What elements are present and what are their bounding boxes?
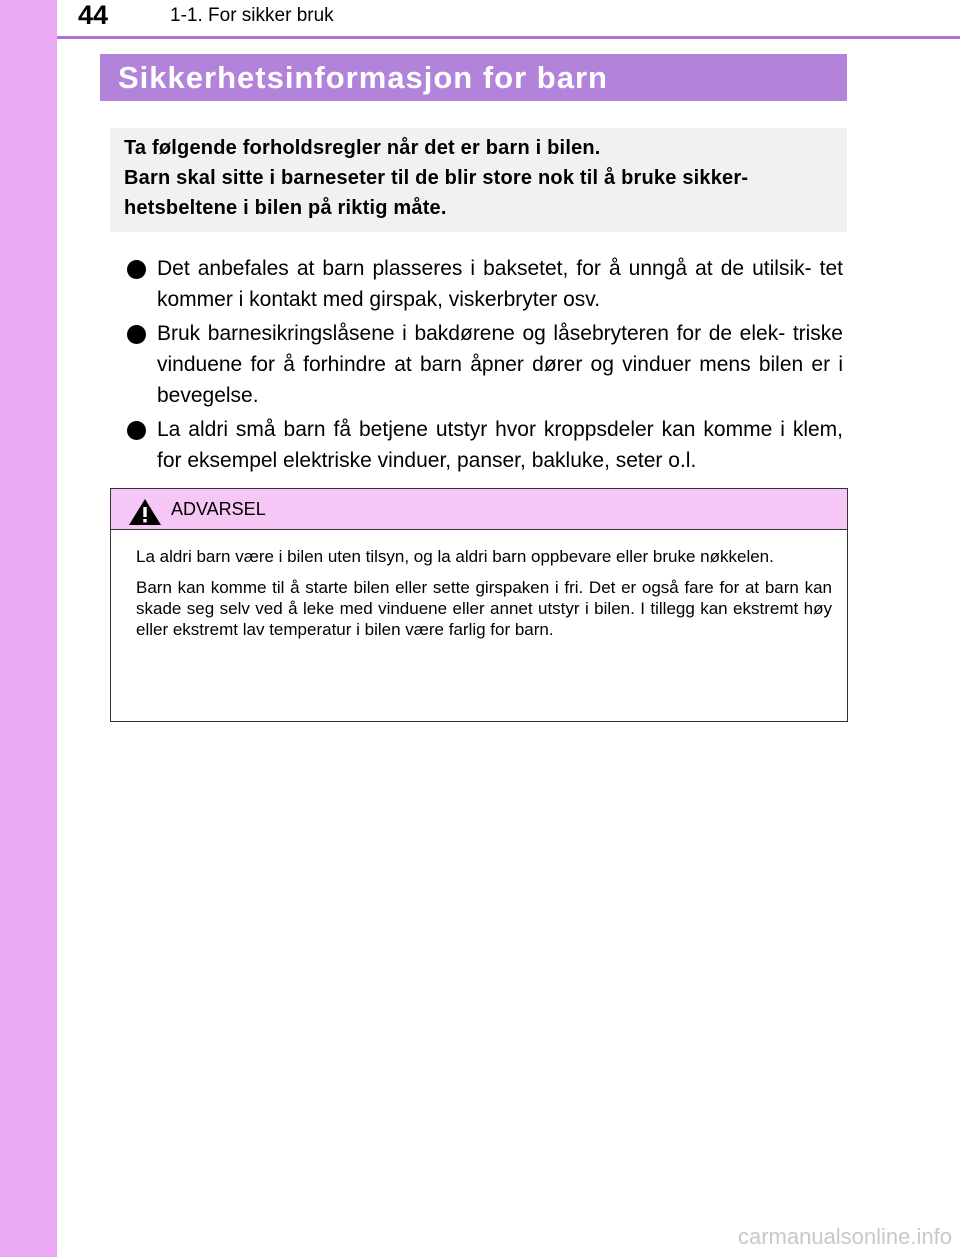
bullet-dot-icon (127, 325, 146, 344)
chapter-label: 1-1. For sikker bruk (170, 5, 334, 26)
warning-paragraph: Barn kan komme til å starte bilen eller sette girspaken i fri. Det er også fare for at barn kan skade seg selv ved å leke med vinduene eller annet utstyr i bilen. I tillegg kan ekstremt høy eller ekstremt lav temperatur i bilen være farlig for barn. (136, 578, 832, 639)
intro-box (110, 128, 847, 232)
bullet-text: La aldri små barn få betjene utstyr hvor kroppsdeler kan komme i klem, for eksempel elektriske vinduer, panser, bakluke, seter o.l. (157, 418, 843, 472)
side-strip (0, 0, 57, 1257)
intro-line: Barn skal sitte i barneseter til de blir store nok til å bruke sikker- (124, 167, 749, 189)
section-banner (100, 54, 847, 101)
bullet-item (125, 253, 843, 315)
warning-body (136, 546, 832, 650)
warning-title: ADVARSEL (171, 499, 266, 519)
warning-triangle-icon (128, 498, 162, 526)
warning-header (111, 489, 847, 530)
warning-box (110, 488, 848, 722)
intro-line: Ta følgende forholdsregler når det er barn i bilen. (124, 137, 601, 159)
intro-line: hetsbeltene i bilen på riktig måte. (124, 197, 447, 219)
section-title: Sikkerhetsinformasjon for barn (118, 60, 608, 95)
page-number: 44 (78, 0, 109, 30)
bullet-dot-icon (127, 421, 146, 440)
bullet-item (125, 318, 843, 411)
bullet-item (125, 414, 843, 476)
bullet-text: Det anbefales at barn plasseres i baksetet, for å unngå at de utilsik- tet kommer i kontakt med girspak, viskerbryter osv. (157, 257, 843, 311)
bullet-dot-icon (127, 260, 146, 279)
watermark: carmanualsonline.info (737, 1224, 952, 1249)
warning-paragraph: La aldri barn være i bilen uten tilsyn, og la aldri barn oppbevare eller bruke nøkkelen. (136, 547, 774, 566)
bullet-text: Bruk barnesikringslåsene i bakdørene og låsebryteren for de elek- triske vinduene for å forhindre at barn åpner dører og vinduer mens bilen er i bevegelse. (157, 322, 843, 407)
bullet-list (125, 253, 843, 479)
header-rule (57, 36, 960, 39)
